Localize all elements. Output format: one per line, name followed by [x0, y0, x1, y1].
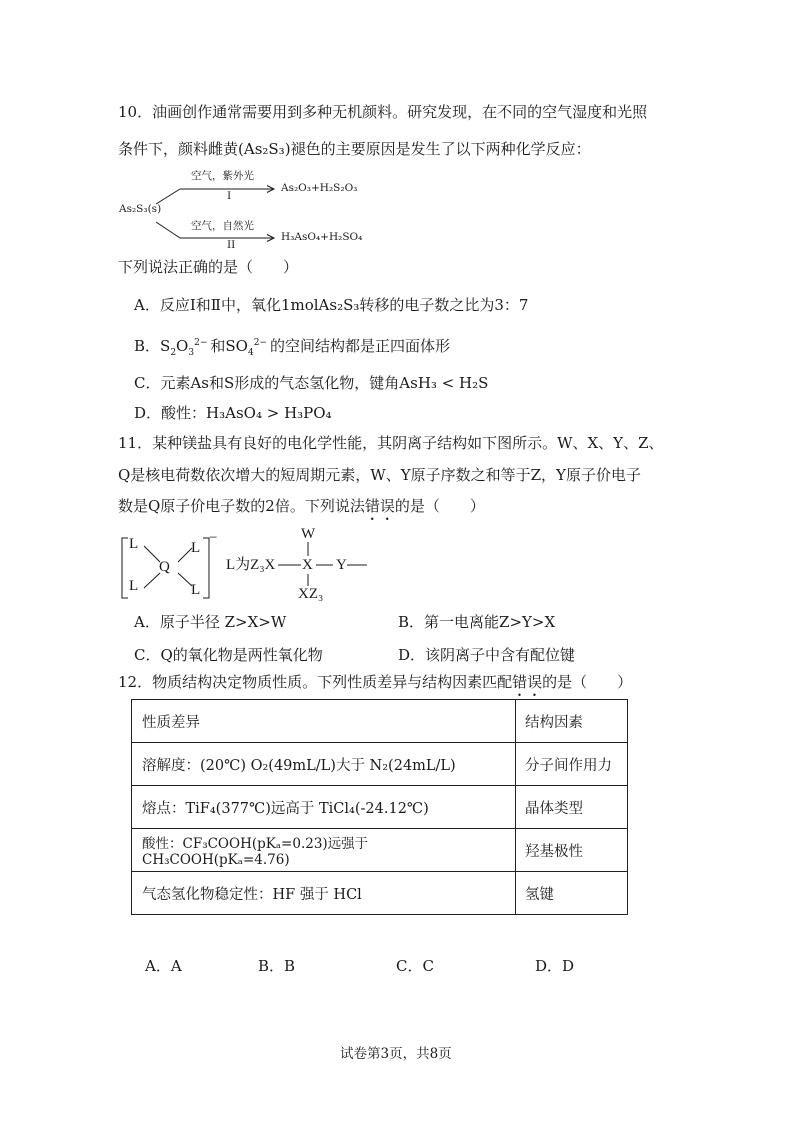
atom-x: X	[302, 557, 313, 573]
table-header-cell: 结构因素	[516, 700, 628, 743]
table-cell: 熔点：TiF₄(377℃)远高于 TiCl₄(-24.12℃)	[132, 786, 516, 829]
table-cell: 溶解度：(20℃) O₂(49mL/L)大于 N₂(24mL/L)	[132, 743, 516, 786]
table-cell: 酸性：CF₃COOH(pKₐ=0.23)远强于 CH₃COOH(pKₐ=4.76)	[132, 829, 516, 872]
atom-y: Y	[336, 557, 347, 573]
q10-option-b: B．$S_2O_3^{2-}$ 和$SO_4^{2-}$ 的空间结构都是正四面体形	[134, 337, 450, 358]
table-row	[132, 786, 628, 829]
table-cell: 晶体类型	[516, 786, 628, 829]
reactant: As₂S₃(s)	[119, 203, 162, 215]
r2-condition: 空气，自然光	[191, 220, 254, 232]
table-cell: 羟基极性	[516, 829, 628, 872]
table-cell: 气态氢化物稳定性：HF 强于 HCl	[132, 872, 516, 915]
group-xz3: XZ₃	[298, 586, 324, 602]
q10-line1: 10．油画创作通常需要用到多种无机颜料。研究发现，在不同的空气湿度和光照	[118, 103, 648, 121]
q11-option-a: A．原子半径 Z>X>W	[134, 613, 287, 631]
table-cell: 氢键	[516, 872, 628, 915]
q12-option-d: D．D	[535, 957, 575, 975]
q12-option-a: A．A	[145, 957, 182, 975]
ligand-bottom-left: L	[129, 578, 139, 594]
q11-line3	[118, 496, 485, 524]
q11-line3-pre: 数是Q原子价电子数的2倍。下列说法	[118, 497, 365, 515]
r1-number: I	[227, 190, 232, 202]
q11-option-b: B．第一电离能Z>Y>X	[398, 613, 556, 631]
q10-question: 下列说法正确的是（ ）	[118, 258, 299, 276]
table-row	[132, 743, 628, 786]
q11-option-c: C．Q的氧化物是两性氧化物	[134, 646, 323, 664]
q10-option-c: C．元素As和S形成的气态氢化物，键角AsH₃ < H₂S	[134, 374, 489, 392]
ligand-top-right: L	[191, 540, 201, 556]
table-row	[132, 829, 628, 872]
table-cell: 分子间作用力	[516, 743, 628, 786]
q10-option-d: D．酸性：H₃AsO₄ > H₃PO₄	[134, 404, 332, 422]
q10-option-b-label: B．	[134, 337, 161, 355]
anion-charge: −	[209, 530, 218, 546]
ligand-definition: L为Z₃X	[226, 557, 276, 573]
table-row	[132, 872, 628, 915]
r2-product: H₃AsO₄+H₂SO₄	[281, 231, 363, 243]
page-footer: 试卷第3页，共8页	[340, 1046, 452, 1062]
q12-table	[131, 699, 628, 915]
q12-emphasis: 错误	[512, 673, 543, 691]
q12-option-c: C．C	[396, 957, 434, 975]
q11-line3-post: 的是（ ）	[394, 497, 485, 515]
q11-option-d: D．该阴离子中含有配位键	[398, 646, 576, 664]
central-atom-q: Q	[159, 559, 170, 575]
table-header-cell: 性质差异	[132, 700, 516, 743]
table-row	[132, 700, 628, 743]
q11-line2: Q是核电荷数依次增大的短周期元素，W、Y原子序数之和等于Z，Y原子价电子	[118, 466, 641, 484]
r2-number: II	[227, 239, 236, 251]
ligand-bottom-right: L	[191, 582, 201, 598]
q10-line2-post: 褪色的主要原因是发生了以下两种化学反应：	[290, 140, 591, 158]
q10-option-a: A．反应Ⅰ和Ⅱ中，氧化1molAs₂S₃转移的电子数之比为3：7	[134, 296, 529, 314]
ligand-top-left: L	[129, 536, 139, 552]
atom-w: W	[301, 526, 316, 542]
q10-option-b-text: 的空间结构都是正四面体形	[269, 337, 450, 355]
q11-line1: 11．某种镁盐具有良好的电化学性能，其阴离子结构如下图所示。W、X、Y、Z、	[118, 434, 664, 452]
q12-line1-pre: 12．物质结构决定物质性质。下列性质差异与结构因素匹配	[118, 673, 513, 691]
r1-condition: 空气，紫外光	[191, 170, 254, 182]
q12-line1	[118, 672, 632, 700]
q12-line1-post: 的是（ ）	[542, 673, 633, 691]
q12-option-b: B．B	[258, 957, 296, 975]
q10-formula: (As₂S₃)	[238, 140, 291, 158]
q11-emphasis: 错误	[364, 497, 395, 515]
r1-product: As₂O₃+H₂S₂O₃	[281, 182, 358, 194]
q10-line2	[118, 139, 591, 159]
q10-line2-pre: 条件下，颜料雌黄	[118, 140, 239, 158]
